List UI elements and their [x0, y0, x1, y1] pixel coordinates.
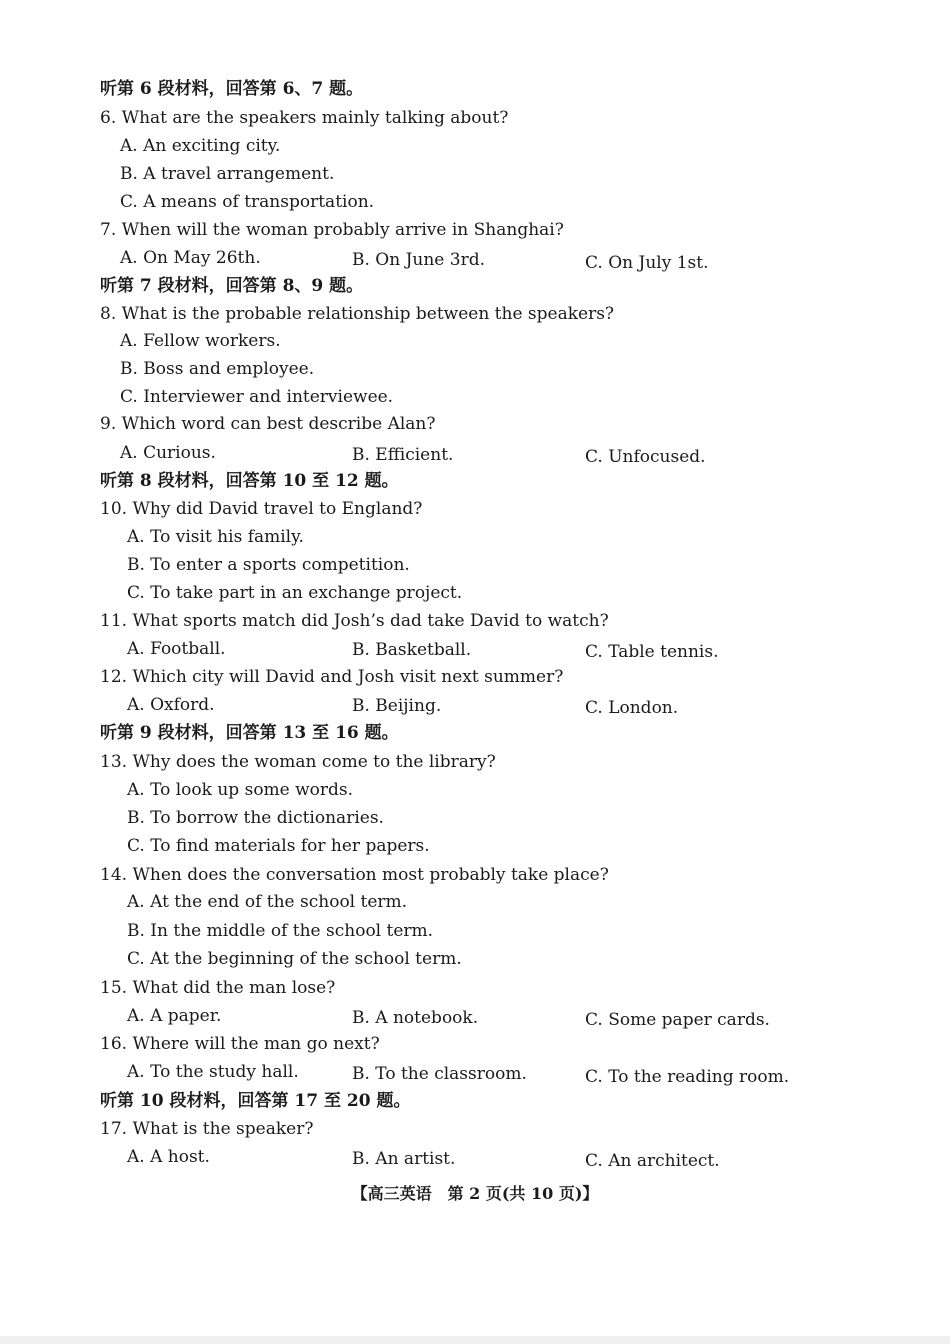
section-heading: 听第 10 段材料，回答第 17 至 20 题。 [100, 1091, 411, 1111]
option-a: A. Curious. [120, 443, 216, 463]
page-footer: 【高三英语 第 2 页(共 10 页)】 [351, 1184, 599, 1203]
option-b: B. Basketball. [352, 640, 472, 660]
question-stem: 12. Which city will David and Josh visit next summer? [100, 667, 564, 687]
question-stem: 11. What sports match did Josh’s dad take David to watch? [100, 611, 609, 631]
option-b: B. Efficient. [352, 445, 454, 465]
option-b: B. An artist. [352, 1149, 456, 1169]
option-c: C. At the beginning of the school term. [127, 949, 462, 969]
option-a: A. On May 26th. [120, 248, 261, 268]
question-stem: 13. Why does the woman come to the library? [100, 752, 496, 772]
section-heading: 听第 9 段材料，回答第 13 至 16 题。 [100, 723, 399, 743]
question-stem: 15. What did the man lose? [100, 978, 336, 998]
option-a: A. An exciting city. [120, 136, 281, 156]
option-b: B. To borrow the dictionaries. [127, 808, 384, 828]
option-c: C. Some paper cards. [585, 1010, 770, 1030]
option-c: C. To find materials for her papers. [127, 836, 430, 856]
option-c: C. An architect. [585, 1151, 720, 1171]
question-stem: 17. What is the speaker? [100, 1119, 314, 1139]
option-c: C. Unfocused. [585, 447, 706, 467]
section-heading: 听第 7 段材料，回答第 8、9 题。 [100, 276, 364, 296]
option-a: A. At the end of the school term. [127, 892, 408, 912]
option-b: B. To enter a sports competition. [127, 555, 410, 575]
option-a: A. A host. [127, 1147, 210, 1167]
option-a: A. Oxford. [127, 695, 215, 715]
option-c: C. Interviewer and interviewee. [120, 387, 394, 407]
section-heading: 听第 8 段材料，回答第 10 至 12 题。 [100, 471, 399, 491]
option-b: B. Boss and employee. [120, 359, 315, 379]
section-heading: 听第 6 段材料，回答第 6、7 题。 [100, 79, 364, 99]
option-c: C. A means of transportation. [120, 192, 375, 212]
question-stem: 6. What are the speakers mainly talking about? [100, 108, 509, 128]
option-b: B. Beijing. [352, 696, 442, 716]
option-a: A. Fellow workers. [120, 331, 281, 351]
option-a: A. To look up some words. [127, 780, 354, 800]
option-c: C. To the reading room. [585, 1067, 790, 1087]
option-a: A. To the study hall. [127, 1062, 299, 1082]
question-stem: 14. When does the conversation most probably take place? [100, 865, 609, 885]
option-c: C. Table tennis. [585, 642, 719, 662]
question-stem: 8. What is the probable relationship between the speakers? [100, 304, 615, 324]
option-b: B. To the classroom. [352, 1064, 527, 1084]
option-b: B. In the middle of the school term. [127, 921, 434, 941]
option-b: B. A travel arrangement. [120, 164, 335, 184]
option-a: A. Football. [127, 639, 226, 659]
option-b: B. A notebook. [352, 1008, 479, 1028]
option-b: B. On June 3rd. [352, 250, 485, 270]
question-stem: 16. Where will the man go next? [100, 1034, 380, 1054]
option-c: C. On July 1st. [585, 253, 709, 273]
question-stem: 9. Which word can best describe Alan? [100, 414, 436, 434]
option-a: A. A paper. [127, 1006, 222, 1026]
option-a: A. To visit his family. [127, 527, 304, 547]
option-c: C. London. [585, 698, 679, 718]
question-stem: 10. Why did David travel to England? [100, 499, 423, 519]
bottom-edge [0, 1336, 950, 1344]
question-stem: 7. When will the woman probably arrive in Shanghai? [100, 220, 564, 240]
option-c: C. To take part in an exchange project. [127, 583, 463, 603]
